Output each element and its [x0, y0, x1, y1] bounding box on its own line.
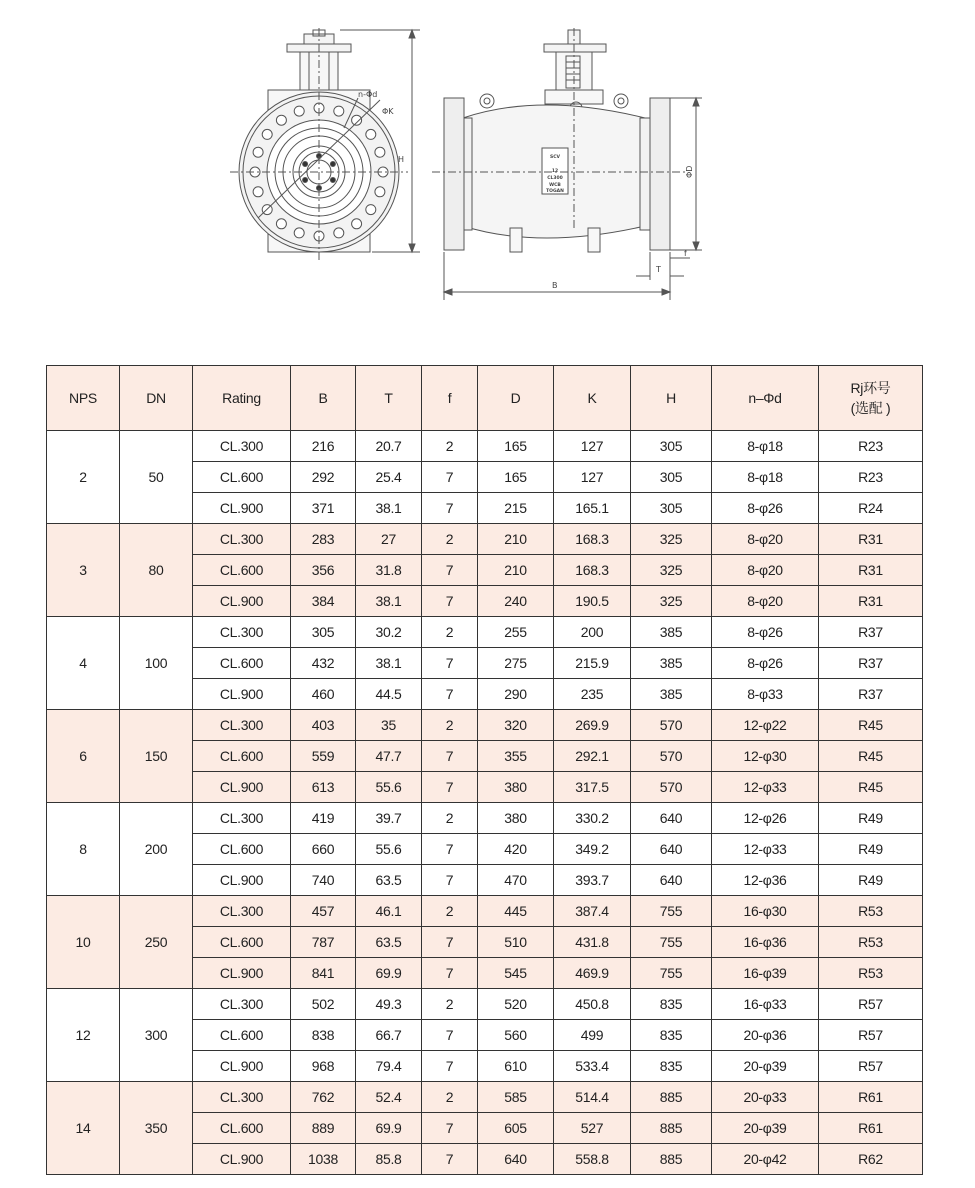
cell-nps: 2	[47, 431, 120, 524]
bolt-hole	[334, 106, 344, 116]
cell-rating: CL.300	[193, 989, 291, 1020]
cell-h: 755	[631, 927, 712, 958]
cell-rj: R37	[819, 617, 923, 648]
bolt-hole	[294, 106, 304, 116]
cell-d: 240	[478, 586, 554, 617]
cell-dn: 350	[120, 1082, 193, 1175]
cell-rj: R31	[819, 524, 923, 555]
cell-rating: CL.300	[193, 617, 291, 648]
cell-t: 35	[356, 710, 422, 741]
cell-nps: 4	[47, 617, 120, 710]
cell-d: 560	[478, 1020, 554, 1051]
cell-f: 7	[422, 1051, 478, 1082]
cell-d: 165	[478, 431, 554, 462]
cell-f: 7	[422, 1144, 478, 1175]
header-k: K	[554, 366, 631, 431]
cell-f: 7	[422, 1020, 478, 1051]
cell-nd: 8-φ20	[712, 586, 819, 617]
cell-d: 165	[478, 462, 554, 493]
nameplate-line: CL300	[547, 176, 563, 181]
cell-nd: 12-φ33	[712, 834, 819, 865]
cell-b: 216	[291, 431, 356, 462]
cell-nd: 20-φ39	[712, 1051, 819, 1082]
cell-t: 38.1	[356, 493, 422, 524]
cell-f: 7	[422, 462, 478, 493]
cell-k: 190.5	[554, 586, 631, 617]
cell-rj: R62	[819, 1144, 923, 1175]
table-row	[47, 617, 923, 648]
cell-k: 558.8	[554, 1144, 631, 1175]
cell-d: 290	[478, 679, 554, 710]
cell-b: 740	[291, 865, 356, 896]
cell-d: 320	[478, 710, 554, 741]
cell-rating: CL.600	[193, 834, 291, 865]
cell-rating: CL.600	[193, 648, 291, 679]
cell-dn: 250	[120, 896, 193, 989]
cell-nd: 20-φ42	[712, 1144, 819, 1175]
header-d: D	[478, 366, 554, 431]
cell-rj: R57	[819, 1051, 923, 1082]
cell-nd: 16-φ36	[712, 927, 819, 958]
cell-h: 885	[631, 1082, 712, 1113]
cell-t: 25.4	[356, 462, 422, 493]
table-row	[47, 524, 923, 555]
raised-face-label: f	[684, 249, 687, 258]
cell-nd: 8-φ20	[712, 555, 819, 586]
cell-rj: R53	[819, 896, 923, 927]
cell-h: 640	[631, 803, 712, 834]
cell-rj: R53	[819, 927, 923, 958]
cell-t: 55.6	[356, 834, 422, 865]
cell-b: 762	[291, 1082, 356, 1113]
cell-rj: R45	[819, 741, 923, 772]
cell-f: 7	[422, 772, 478, 803]
header-rj-line1: Rj环号	[850, 380, 891, 396]
header-f: f	[422, 366, 478, 431]
cell-d: 210	[478, 555, 554, 586]
cell-k: 292.1	[554, 741, 631, 772]
cell-nd: 8-φ26	[712, 493, 819, 524]
cell-h: 325	[631, 586, 712, 617]
cell-rating: CL.900	[193, 1051, 291, 1082]
bolt-hole	[375, 147, 385, 157]
table-row	[47, 989, 923, 1020]
cell-rj: R23	[819, 431, 923, 462]
cell-nd: 20-φ33	[712, 1082, 819, 1113]
cell-t: 85.8	[356, 1144, 422, 1175]
cell-h: 570	[631, 741, 712, 772]
cell-rj: R49	[819, 865, 923, 896]
bolt-circle-label: ΦK	[382, 107, 394, 116]
cell-b: 838	[291, 1020, 356, 1051]
cell-b: 432	[291, 648, 356, 679]
cell-k: 235	[554, 679, 631, 710]
cell-t: 69.9	[356, 1113, 422, 1144]
table-row	[47, 710, 923, 741]
cell-k: 215.9	[554, 648, 631, 679]
cell-f: 7	[422, 927, 478, 958]
cell-f: 2	[422, 431, 478, 462]
cell-b: 292	[291, 462, 356, 493]
cell-d: 255	[478, 617, 554, 648]
cell-nd: 20-φ39	[712, 1113, 819, 1144]
cell-k: 349.2	[554, 834, 631, 865]
cell-h: 640	[631, 865, 712, 896]
header-nd: n‒Φd	[712, 366, 819, 431]
cell-nd: 12-φ22	[712, 710, 819, 741]
cell-t: 52.4	[356, 1082, 422, 1113]
cell-b: 356	[291, 555, 356, 586]
bolt-hole	[366, 129, 376, 139]
nameplate-line: 12	[551, 169, 559, 174]
table-row	[47, 1082, 923, 1113]
cell-rating: CL.900	[193, 679, 291, 710]
cell-f: 2	[422, 710, 478, 741]
cell-rating: CL.900	[193, 586, 291, 617]
cell-b: 613	[291, 772, 356, 803]
cell-t: 39.7	[356, 803, 422, 834]
cell-rating: CL.300	[193, 431, 291, 462]
cell-dn: 200	[120, 803, 193, 896]
cell-k: 317.5	[554, 772, 631, 803]
cell-b: 889	[291, 1113, 356, 1144]
front-view	[230, 28, 420, 262]
cell-nd: 8-φ20	[712, 524, 819, 555]
cell-dn: 50	[120, 431, 193, 524]
cell-b: 660	[291, 834, 356, 865]
header-rj	[819, 366, 923, 431]
cell-d: 380	[478, 772, 554, 803]
cell-f: 7	[422, 1113, 478, 1144]
stem-bolt	[303, 162, 308, 167]
cell-nd: 12-φ33	[712, 772, 819, 803]
bolt-hole	[276, 219, 286, 229]
cell-rj: R49	[819, 834, 923, 865]
cell-d: 605	[478, 1113, 554, 1144]
cell-nd: 12-φ30	[712, 741, 819, 772]
cell-t: 63.5	[356, 927, 422, 958]
cell-h: 305	[631, 431, 712, 462]
cell-t: 49.3	[356, 989, 422, 1020]
cell-rating: CL.600	[193, 462, 291, 493]
cell-d: 210	[478, 524, 554, 555]
cell-dn: 100	[120, 617, 193, 710]
stem-bolt	[303, 178, 308, 183]
cell-rj: R37	[819, 648, 923, 679]
cell-nd: 16-φ33	[712, 989, 819, 1020]
cell-k: 200	[554, 617, 631, 648]
cell-rj: R61	[819, 1113, 923, 1144]
cell-dn: 80	[120, 524, 193, 617]
cell-nd: 20-φ36	[712, 1020, 819, 1051]
cell-h: 570	[631, 772, 712, 803]
cell-rating: CL.900	[193, 493, 291, 524]
cell-k: 527	[554, 1113, 631, 1144]
cell-rj: R49	[819, 803, 923, 834]
bolt-hole	[262, 129, 272, 139]
cell-h: 885	[631, 1144, 712, 1175]
cell-rating: CL.300	[193, 896, 291, 927]
cell-nd: 16-φ39	[712, 958, 819, 989]
header-rating: Rating	[193, 366, 291, 431]
cell-rj: R37	[819, 679, 923, 710]
cell-t: 31.8	[356, 555, 422, 586]
cell-nps: 6	[47, 710, 120, 803]
bolt-hole	[253, 147, 263, 157]
cell-k: 330.2	[554, 803, 631, 834]
cell-h: 385	[631, 648, 712, 679]
cell-rating: CL.900	[193, 958, 291, 989]
cell-b: 787	[291, 927, 356, 958]
bolt-hole	[352, 219, 362, 229]
cell-t: 38.1	[356, 586, 422, 617]
nameplate-line: SCV	[549, 155, 561, 160]
cell-t: 55.6	[356, 772, 422, 803]
bolt-hole	[294, 228, 304, 238]
cell-d: 470	[478, 865, 554, 896]
cell-nps: 14	[47, 1082, 120, 1175]
cell-f: 2	[422, 1082, 478, 1113]
cell-rating: CL.900	[193, 1144, 291, 1175]
cell-rj: R57	[819, 989, 923, 1020]
cell-h: 755	[631, 958, 712, 989]
cell-b: 841	[291, 958, 356, 989]
cell-h: 325	[631, 555, 712, 586]
cell-t: 38.1	[356, 648, 422, 679]
cell-d: 510	[478, 927, 554, 958]
cell-b: 559	[291, 741, 356, 772]
cell-h: 305	[631, 462, 712, 493]
cell-b: 502	[291, 989, 356, 1020]
cell-rj: R45	[819, 710, 923, 741]
table-row	[47, 803, 923, 834]
cell-h: 570	[631, 710, 712, 741]
cell-h: 835	[631, 1020, 712, 1051]
cell-rating: CL.300	[193, 803, 291, 834]
cell-k: 127	[554, 431, 631, 462]
table-row	[47, 431, 923, 462]
cell-f: 2	[422, 524, 478, 555]
cell-nps: 3	[47, 524, 120, 617]
cell-rating: CL.300	[193, 1082, 291, 1113]
cell-h: 835	[631, 989, 712, 1020]
cell-h: 640	[631, 834, 712, 865]
cell-b: 460	[291, 679, 356, 710]
cell-k: 469.9	[554, 958, 631, 989]
cell-rj: R57	[819, 1020, 923, 1051]
cell-t: 69.9	[356, 958, 422, 989]
cell-nd: 8-φ18	[712, 431, 819, 462]
holes-label: n-Φd	[358, 90, 378, 99]
bore-label: ΦD	[685, 165, 694, 178]
cell-rj: R61	[819, 1082, 923, 1113]
cell-b: 1038	[291, 1144, 356, 1175]
cell-d: 420	[478, 834, 554, 865]
cell-k: 168.3	[554, 555, 631, 586]
cell-rj: R45	[819, 772, 923, 803]
cell-t: 44.5	[356, 679, 422, 710]
cell-rating: CL.600	[193, 1113, 291, 1144]
cell-k: 165.1	[554, 493, 631, 524]
bolt-hole	[352, 115, 362, 125]
cell-rating: CL.600	[193, 741, 291, 772]
cell-f: 7	[422, 834, 478, 865]
cell-f: 7	[422, 493, 478, 524]
cell-rating: CL.900	[193, 772, 291, 803]
cell-rating: CL.600	[193, 555, 291, 586]
cell-rj: R53	[819, 958, 923, 989]
cell-b: 419	[291, 803, 356, 834]
cell-d: 355	[478, 741, 554, 772]
cell-d: 275	[478, 648, 554, 679]
cell-k: 431.8	[554, 927, 631, 958]
cell-b: 457	[291, 896, 356, 927]
bolt-hole	[366, 205, 376, 215]
cell-h: 305	[631, 493, 712, 524]
cell-nd: 8-φ26	[712, 648, 819, 679]
cell-h: 755	[631, 896, 712, 927]
cell-d: 610	[478, 1051, 554, 1082]
cell-k: 450.8	[554, 989, 631, 1020]
cell-d: 545	[478, 958, 554, 989]
cell-nps: 12	[47, 989, 120, 1082]
cell-b: 968	[291, 1051, 356, 1082]
cell-d: 640	[478, 1144, 554, 1175]
cell-h: 835	[631, 1051, 712, 1082]
cell-f: 7	[422, 648, 478, 679]
side-view	[432, 28, 702, 300]
cell-b: 403	[291, 710, 356, 741]
cell-k: 127	[554, 462, 631, 493]
cell-t: 46.1	[356, 896, 422, 927]
cell-d: 520	[478, 989, 554, 1020]
cell-t: 47.7	[356, 741, 422, 772]
cell-dn: 300	[120, 989, 193, 1082]
cell-t: 66.7	[356, 1020, 422, 1051]
cell-nd: 8-φ33	[712, 679, 819, 710]
cell-d: 445	[478, 896, 554, 927]
cell-h: 385	[631, 617, 712, 648]
cell-rating: CL.600	[193, 927, 291, 958]
table-row	[47, 896, 923, 927]
cell-k: 499	[554, 1020, 631, 1051]
stem-bolt	[330, 178, 335, 183]
cell-f: 7	[422, 586, 478, 617]
height-label: H	[398, 155, 405, 164]
bolt-hole	[276, 115, 286, 125]
header-dn: DN	[120, 366, 193, 431]
cell-nps: 8	[47, 803, 120, 896]
cell-f: 2	[422, 896, 478, 927]
cell-rj: R23	[819, 462, 923, 493]
cell-nd: 16-φ30	[712, 896, 819, 927]
cell-f: 7	[422, 555, 478, 586]
cell-nd: 12-φ36	[712, 865, 819, 896]
cell-dn: 150	[120, 710, 193, 803]
header-b: B	[291, 366, 356, 431]
header-rj-line2: (选配 )	[850, 400, 891, 416]
cell-h: 385	[631, 679, 712, 710]
cell-rj: R31	[819, 555, 923, 586]
cell-nd: 8-φ26	[712, 617, 819, 648]
bolt-hole	[375, 187, 385, 197]
cell-b: 283	[291, 524, 356, 555]
cell-t: 79.4	[356, 1051, 422, 1082]
cell-nd: 12-φ26	[712, 803, 819, 834]
header-h: H	[631, 366, 712, 431]
valve-drawing	[0, 0, 975, 330]
cell-f: 7	[422, 958, 478, 989]
length-label: B	[552, 281, 558, 290]
cell-f: 7	[422, 679, 478, 710]
dimension-table	[46, 365, 923, 1175]
header-row	[47, 366, 923, 431]
cell-f: 2	[422, 989, 478, 1020]
cell-nd: 8-φ18	[712, 462, 819, 493]
cell-d: 215	[478, 493, 554, 524]
cell-f: 2	[422, 617, 478, 648]
cell-f: 7	[422, 741, 478, 772]
cell-t: 20.7	[356, 431, 422, 462]
cell-k: 514.4	[554, 1082, 631, 1113]
cell-h: 325	[631, 524, 712, 555]
cell-f: 2	[422, 803, 478, 834]
cell-rj: R31	[819, 586, 923, 617]
cell-k: 387.4	[554, 896, 631, 927]
cell-t: 27	[356, 524, 422, 555]
cell-k: 533.4	[554, 1051, 631, 1082]
header-nps: NPS	[47, 366, 120, 431]
cell-k: 269.9	[554, 710, 631, 741]
cell-k: 168.3	[554, 524, 631, 555]
cell-nps: 10	[47, 896, 120, 989]
cell-h: 885	[631, 1113, 712, 1144]
bolt-hole	[334, 228, 344, 238]
cell-d: 380	[478, 803, 554, 834]
cell-t: 63.5	[356, 865, 422, 896]
nameplate-line: WCB	[549, 183, 561, 188]
cell-rating: CL.900	[193, 865, 291, 896]
cell-rating: CL.600	[193, 1020, 291, 1051]
cell-t: 30.2	[356, 617, 422, 648]
header-t: T	[356, 366, 422, 431]
cell-rj: R24	[819, 493, 923, 524]
flange-thickness-label: T	[656, 265, 661, 274]
nameplate-line: TOGAN	[546, 189, 564, 194]
cell-rating: CL.300	[193, 524, 291, 555]
cell-b: 384	[291, 586, 356, 617]
bolt-hole	[253, 187, 263, 197]
cell-b: 305	[291, 617, 356, 648]
cell-b: 371	[291, 493, 356, 524]
cell-f: 7	[422, 865, 478, 896]
cell-rating: CL.300	[193, 710, 291, 741]
stem-bolt	[330, 162, 335, 167]
cell-d: 585	[478, 1082, 554, 1113]
cell-k: 393.7	[554, 865, 631, 896]
